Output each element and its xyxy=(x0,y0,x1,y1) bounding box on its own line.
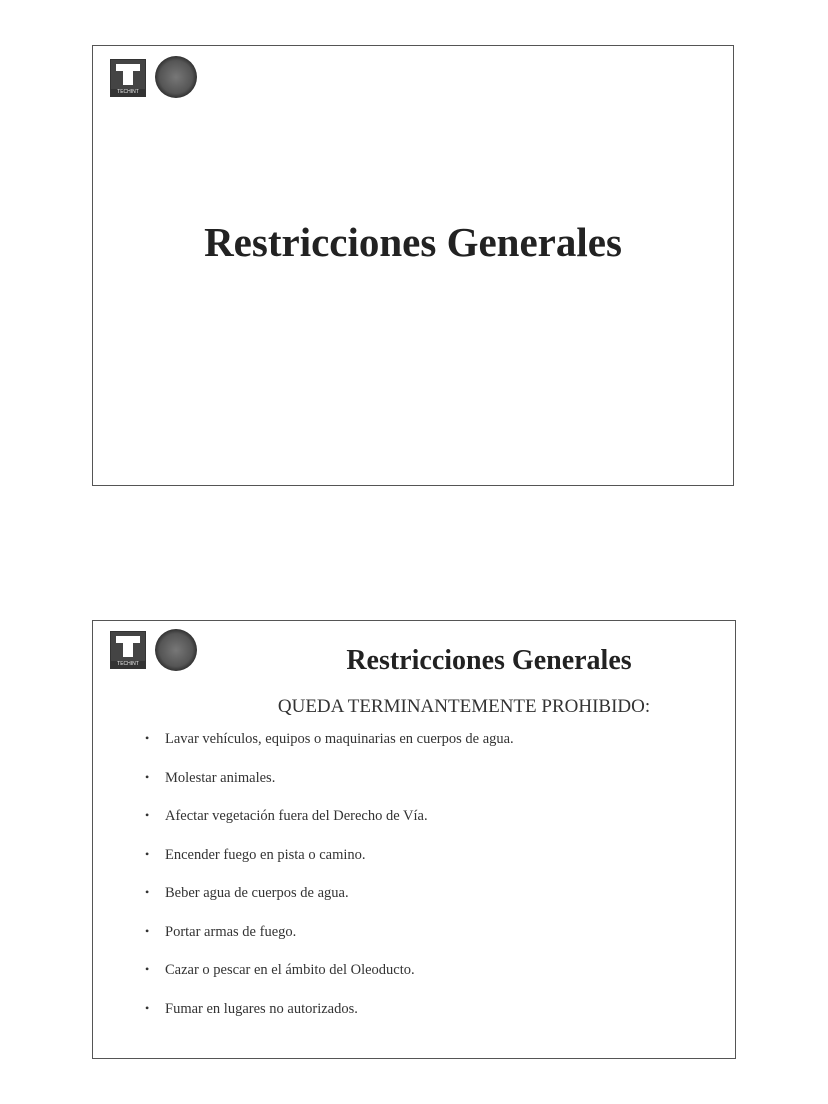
slide-title: Restricciones Generales xyxy=(204,219,622,265)
slide-1 xyxy=(92,45,734,486)
list-item: • Encender fuego en pista o camino. xyxy=(145,847,514,886)
slide-subtitle: QUEDA TERMINANTEMENTE PROHIBIDO: xyxy=(277,696,651,717)
seal-logo xyxy=(155,629,197,671)
list-item: • Molestar animales. xyxy=(145,770,514,809)
list-item: • Lavar vehículos, equipos o maquinarias en cuerpos de agua. xyxy=(145,731,514,770)
techint-logo: TECHINT xyxy=(110,59,146,97)
list-item: • Fumar en lugares no autorizados. xyxy=(145,1001,514,1040)
list-item: • Afectar vegetación fuera del Derecho de Vía. xyxy=(145,808,514,847)
list-item: • Beber agua de cuerpos de agua. xyxy=(145,885,514,924)
slide-title: Restricciones Generales xyxy=(346,645,632,676)
list-item: • Portar armas de fuego. xyxy=(145,924,514,963)
list-item: • Cazar o pescar en el ámbito del Oleoducto. xyxy=(145,962,514,1001)
seal-logo xyxy=(155,56,197,98)
techint-logo: TECHINT xyxy=(110,631,146,669)
bullet-list xyxy=(145,731,514,1039)
slide-2 xyxy=(92,620,736,1059)
